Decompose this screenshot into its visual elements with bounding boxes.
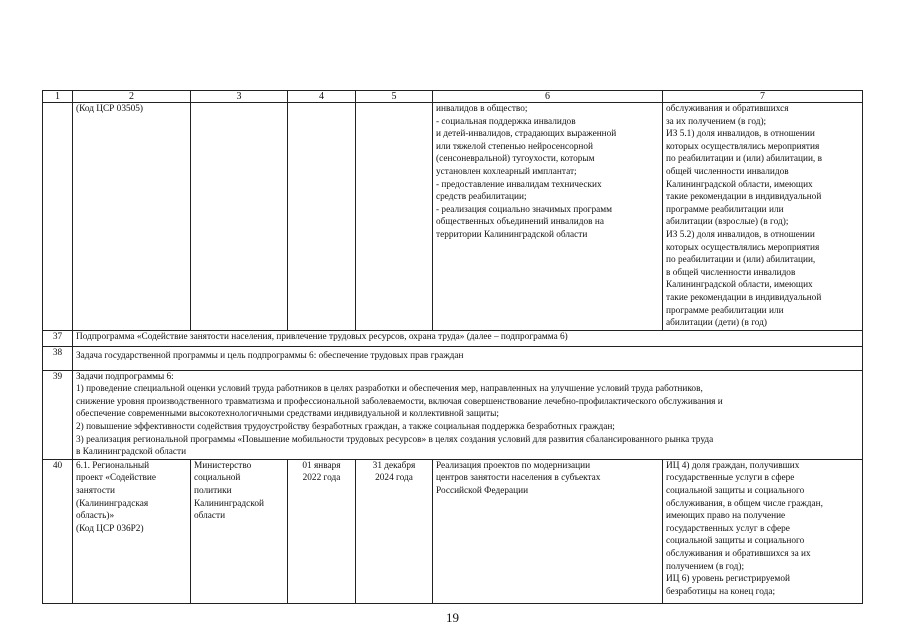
column-number-3: 3: [191, 91, 288, 103]
start-date-cell: [288, 103, 356, 331]
indicators-cell: [663, 459, 863, 603]
table-row-continued: [43, 103, 863, 331]
project-name-cell: [73, 103, 191, 331]
project-name-cell: [73, 459, 191, 603]
column-number-2: 2: [73, 91, 191, 103]
row-number-cell: [43, 103, 73, 331]
end-date-cell: [356, 103, 433, 331]
column-number-4: 4: [288, 91, 356, 103]
table-row-39: [43, 370, 863, 459]
measures-text: инвалидов в общество; - социальная поддержка инвалидов и детей-инвалидов, страдающих выраженной или тяжелой степенью нейросенсорной (сенсоневральной) тугоухости, которым установлен кохлеарный имплантат; - предоставление инвалидам технических средств реабилитации; - реализация социально значимых программ общественных объединений инвалидов на территории Калининградской области: [436, 104, 617, 240]
row-number-40: 40: [43, 459, 73, 603]
responsible-cell: [191, 103, 288, 331]
start-date-cell: [288, 459, 356, 603]
measures-cell: [433, 459, 663, 603]
row-number-39: 39: [43, 370, 73, 459]
measures-cell: [433, 103, 663, 331]
start-date: 01 января 2022 года: [302, 460, 341, 484]
page-number: 19: [446, 610, 459, 625]
column-number-5: 5: [356, 91, 433, 103]
measures-text: Реализация проектов по модернизации центров занятости населения в субъектах Российской Федерации: [436, 460, 601, 497]
indicators-cell: [663, 103, 863, 331]
indicators-text: ИЦ 4) доля граждан, получивших государственные услуги в сфере социальной защиты и социального обслуживания, в общем числе граждан, имеющих право на получение государственных услуг в сфере социальной защиты и социального обслуживания и обратившихся за их получением (в год); ИЦ 6) уровень регистрируемой безработицы на конец года;: [666, 460, 823, 597]
project-code: (Код ЦСР 03505): [76, 104, 144, 114]
column-number-row: [43, 91, 863, 103]
responsible-executor: Министерство социальной политики Калининградской области: [194, 460, 264, 522]
indicators-text: обслуживания и обратившихся за их получением (в год); ИЗ 5.1) доля инвалидов, в отношении которых осуществлялись мероприятия по реабилитации и (или) абилитации, в общей численности инвалидов Калининградской области, имеющих такие рекомендации в индивидуальной программе реабилитации или абилитации (взрослые) (в год); ИЗ 5.2) доля инвалидов, в отношении которых осуществлялись мероприятия по реабилитации и (или) абилитации, в общей численности инвалидов Калининградской области, имеющих такие рекомендации в индивидуальной программе реабилитации или абилитации (дети) (в год): [666, 104, 822, 329]
project-name: 6.1. Региональный проект «Содействие занятости (Калининградская область)» (Код ЦСР 036Р2): [76, 460, 157, 534]
table-row-40: [43, 459, 863, 603]
subprogram-tasks-text: Задачи подпрограммы 6: 1) проведение специальной оценки условий труда работников в целях разработки и обеспечения мер, направленных на улучшение условий труда работников, снижение уровня производственного травматизма и профессиональной заболеваемости, включая совершенствование лечебно-профилактического обслуживания и обеспечение современными высокотехнологичными средствами индивидуальной и коллективной защиты; 2) повышение эффективности содействия трудоустройству безработных граждан, а также социальная поддержка безработных граждан; 3) реализация региональной программы «Повышение мобильности трудовых ресурсов» в целях создания условий для развития сбалансированного рынка труда в Калининградской области: [76, 371, 723, 458]
responsible-cell: [191, 459, 288, 603]
end-date: 31 декабря 2024 года: [372, 460, 416, 484]
table-row-37: [43, 330, 863, 346]
table-row-38: [43, 346, 863, 370]
program-table: [42, 90, 863, 604]
subprogram-title: Подпрограмма «Содействие занятости населения, привлечение трудовых ресурсов, охрана труда» (далее – подпрограмма 6): [73, 330, 863, 346]
column-number-1: 1: [43, 91, 73, 103]
subprogram-tasks-cell: [73, 370, 863, 459]
end-date-cell: [356, 459, 433, 603]
column-number-7: 7: [663, 91, 863, 103]
row-number-37: 37: [43, 330, 73, 346]
column-number-6: 6: [433, 91, 663, 103]
row-number-38: 38: [43, 346, 73, 370]
program-task-text: [73, 346, 863, 370]
program-task-label: Задача государственной программы и цель подпрограммы 6: обеспечение трудовых прав граждан: [76, 350, 464, 361]
